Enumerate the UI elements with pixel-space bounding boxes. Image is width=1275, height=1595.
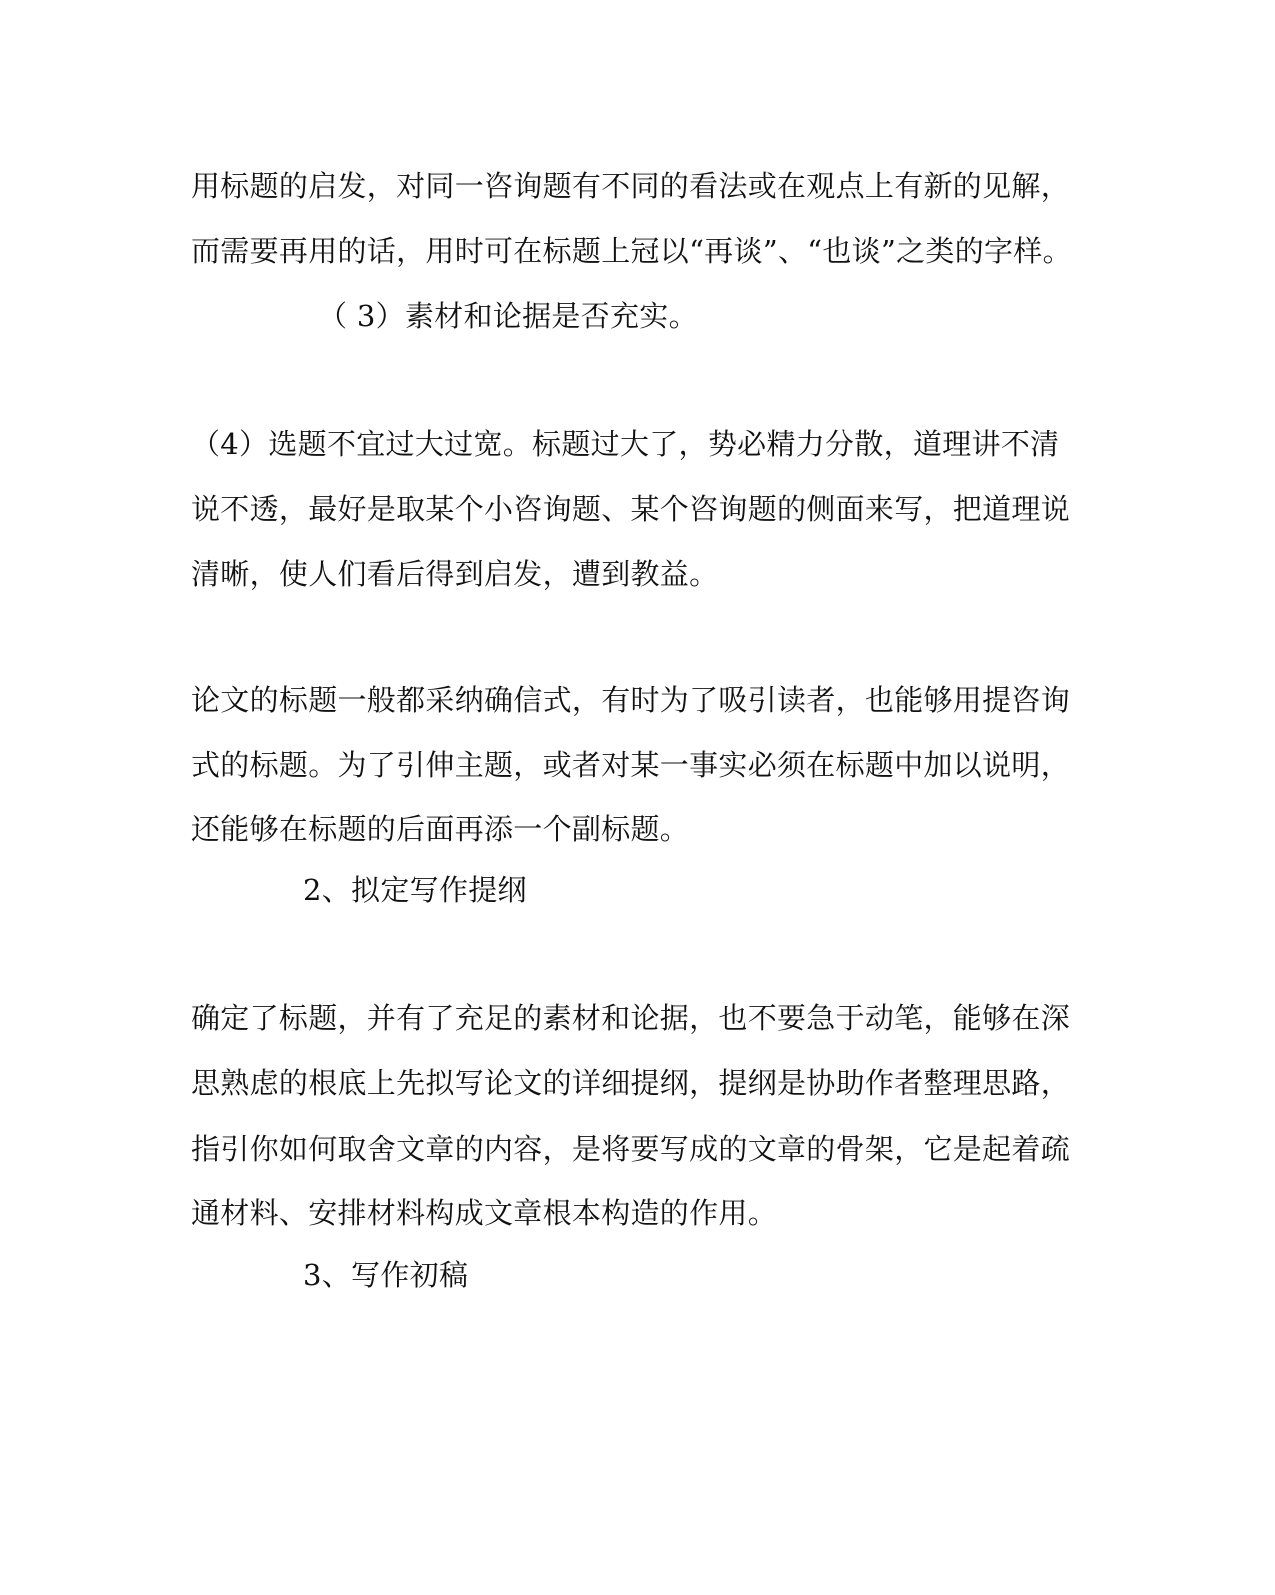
paragraph-line: 思熟虑的根底上先拟写论文的详细提纲，提纲是协助作者整理思路， (191, 1066, 1071, 1100)
paragraph-line: 通材料、安排材料构成文章根本构造的作用。 (191, 1196, 778, 1230)
section-heading: 3、写作初稿 (303, 1258, 469, 1292)
paragraph-line: 说不透，最好是取某个小咨询题、某个咨询题的侧面来写，把道理说 (191, 492, 1071, 526)
paragraph-line: （4）选题不宜过大过宽。标题过大了，势必精力分散，道理讲不清 (191, 427, 1060, 461)
paragraph-line: 论文的标题一般都采纳确信式，有时为了吸引读者，也能够用提咨询 (191, 683, 1071, 717)
paragraph-line: 而需要再用的话，用时可在标题上冠以“再谈”、“也谈”之类的字样。 (191, 234, 1072, 268)
list-item-heading: （ 3）素材和论据是否充实。 (318, 299, 698, 333)
paragraph-line: 确定了标题，并有了充足的素材和论据，也不要急于动笔，能够在深 (191, 1001, 1071, 1035)
paragraph-line: 用标题的启发，对同一咨询题有不同的看法或在观点上有新的见解， (191, 169, 1071, 203)
paragraph-line: 还能够在标题的后面再添一个副标题。 (191, 812, 690, 846)
section-heading: 2、拟定写作提纲 (303, 873, 527, 907)
paragraph-line: 指引你如何取舍文章的内容，是将要写成的文章的骨架，它是起着疏 (191, 1132, 1071, 1166)
paragraph-line: 式的标题。为了引伸主题，或者对某一事实必须在标题中加以说明， (191, 748, 1071, 782)
paragraph-line: 清晰，使人们看后得到启发，遭到教益。 (191, 557, 719, 591)
